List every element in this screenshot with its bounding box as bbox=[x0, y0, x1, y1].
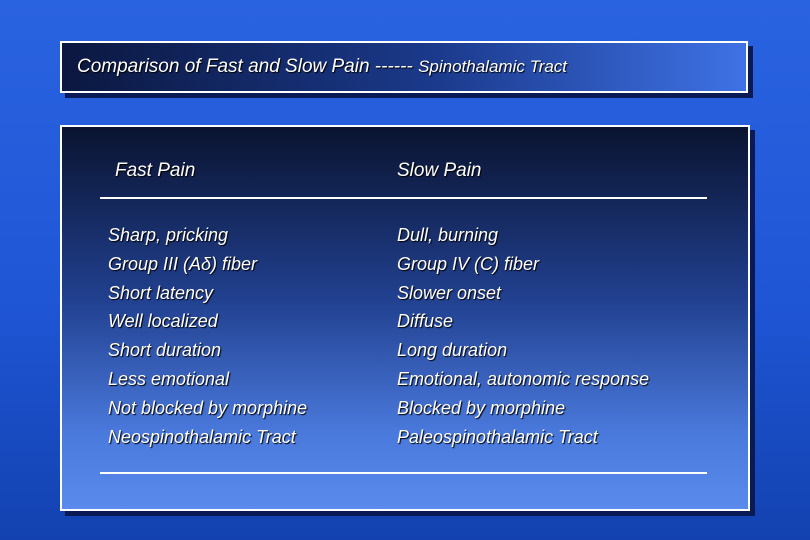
list-item: Group III (Aδ) fiber bbox=[108, 253, 258, 274]
list-item: Short duration bbox=[108, 340, 222, 361]
title-main: Comparison of Fast and Slow Pain ------ bbox=[77, 56, 413, 77]
list-item: Short latency bbox=[108, 282, 214, 303]
footer-divider bbox=[100, 472, 707, 474]
list-item: Less emotional bbox=[108, 368, 230, 389]
list-item: Dull, burning bbox=[397, 225, 499, 245]
list-item: Slower onset bbox=[397, 282, 502, 303]
list-item: Long duration bbox=[397, 340, 508, 361]
list-item: Paleospinothalamic Tract bbox=[397, 426, 598, 447]
list-item: Neospinothalamic Tract bbox=[108, 426, 296, 447]
list-item: Well localized bbox=[108, 311, 218, 332]
slide-title bbox=[77, 56, 567, 78]
list-item: Group IV (C) fiber bbox=[397, 253, 540, 274]
title-banner bbox=[60, 41, 748, 93]
fast-pain-list bbox=[108, 221, 307, 451]
list-item: Emotional, autonomic response bbox=[397, 368, 650, 389]
slow-pain-header: Slow Pain bbox=[397, 160, 482, 181]
list-item: Diffuse bbox=[397, 311, 454, 332]
list-item: Not blocked by morphine bbox=[108, 397, 308, 418]
slow-pain-list bbox=[397, 221, 649, 451]
list-item: Blocked by morphine bbox=[397, 397, 566, 418]
fast-pain-header: Fast Pain bbox=[115, 160, 196, 181]
header-divider bbox=[100, 197, 707, 199]
title-sub: Spinothalamic Tract bbox=[418, 57, 568, 76]
list-item: Sharp, pricking bbox=[108, 225, 229, 245]
